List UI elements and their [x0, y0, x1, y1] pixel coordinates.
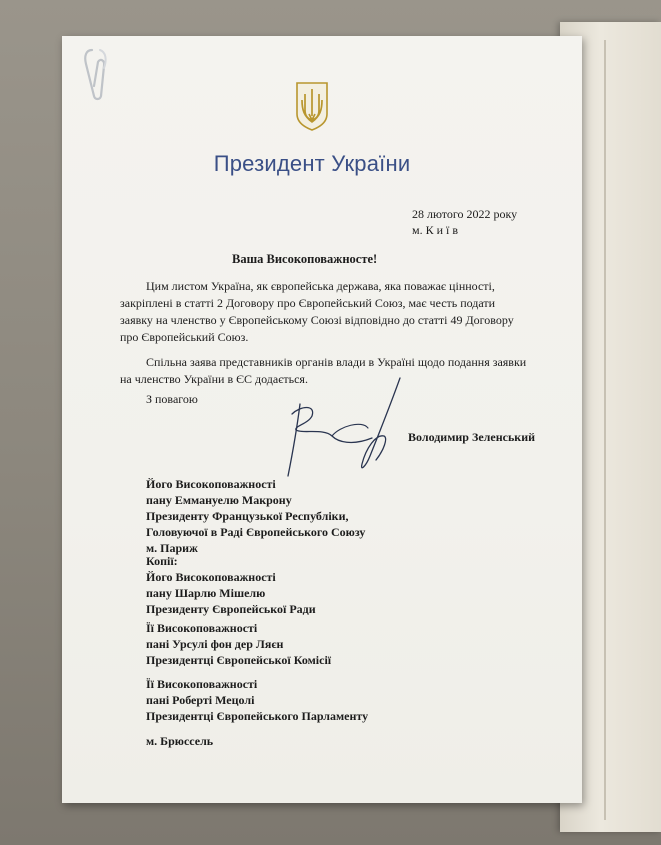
folder-edge	[604, 40, 606, 820]
handwritten-signature	[272, 376, 412, 482]
paragraph-1-line: закріплені в статті 2 Договору про Європейський Союз, має честь подати	[120, 296, 496, 310]
page-title: Президент України	[213, 151, 411, 176]
closing: З повагою	[146, 392, 198, 406]
copies-label: Копії:	[146, 554, 178, 568]
copy-line: Президентці Європейської Комісії	[146, 653, 332, 667]
copy-3-block	[146, 676, 368, 724]
addressee-line: м. Париж	[146, 541, 198, 555]
copy-line: пані Роберті Мецолі	[146, 693, 255, 707]
paragraph-1-line: Цим листом Україна, як європейська держава, яка поважає цінності,	[146, 279, 495, 293]
copy-line: Її Високоповажності	[146, 621, 258, 635]
copy-line: Її Високоповажності	[146, 677, 258, 691]
copy-1-block	[146, 553, 316, 617]
addressee-line: Його Високоповажності	[146, 477, 276, 491]
copy-line: Президентці Європейського Парламенту	[146, 709, 369, 723]
coat-of-arms-trident-icon	[294, 80, 330, 132]
letter-date: 28 лютого 2022 року	[412, 207, 518, 221]
paragraph-1-line: заявку на членство у Європейському Союзі відповідно до статті 49 Договору	[120, 313, 514, 327]
addressee-line: Головуючої в Раді Європейського Союзу	[146, 525, 366, 539]
copy-line: Його Високоповажності	[146, 570, 276, 584]
addressee-line: Президенту Французької Республіки,	[146, 509, 349, 523]
paragraph-2-line: Спільна заява представників органів влади в Україні щодо подання заявки	[146, 355, 527, 369]
copy-line: Президенту Європейської Ради	[146, 602, 316, 616]
paragraph-2-line: на членство України в ЄС додається.	[120, 372, 308, 386]
copy-line: пані Урсулі фон дер Ляєн	[146, 637, 284, 651]
addressee-block	[146, 476, 365, 556]
addressee-line: пану Еммануелю Макрону	[146, 493, 292, 507]
signatory-name: Володимир Зеленський	[408, 430, 536, 444]
letter-city: м. К и ї в	[412, 223, 459, 237]
copies-city: м. Брюссель	[146, 734, 214, 748]
copies-city-block	[146, 733, 213, 749]
paragraph-1-line: про Європейський Союз.	[120, 330, 249, 344]
paper-clip-icon	[80, 46, 110, 102]
copy-2-block	[146, 620, 331, 668]
salutation: Ваша Високоповажносте!	[232, 252, 378, 266]
copy-line: пану Шарлю Мішелю	[146, 586, 266, 600]
